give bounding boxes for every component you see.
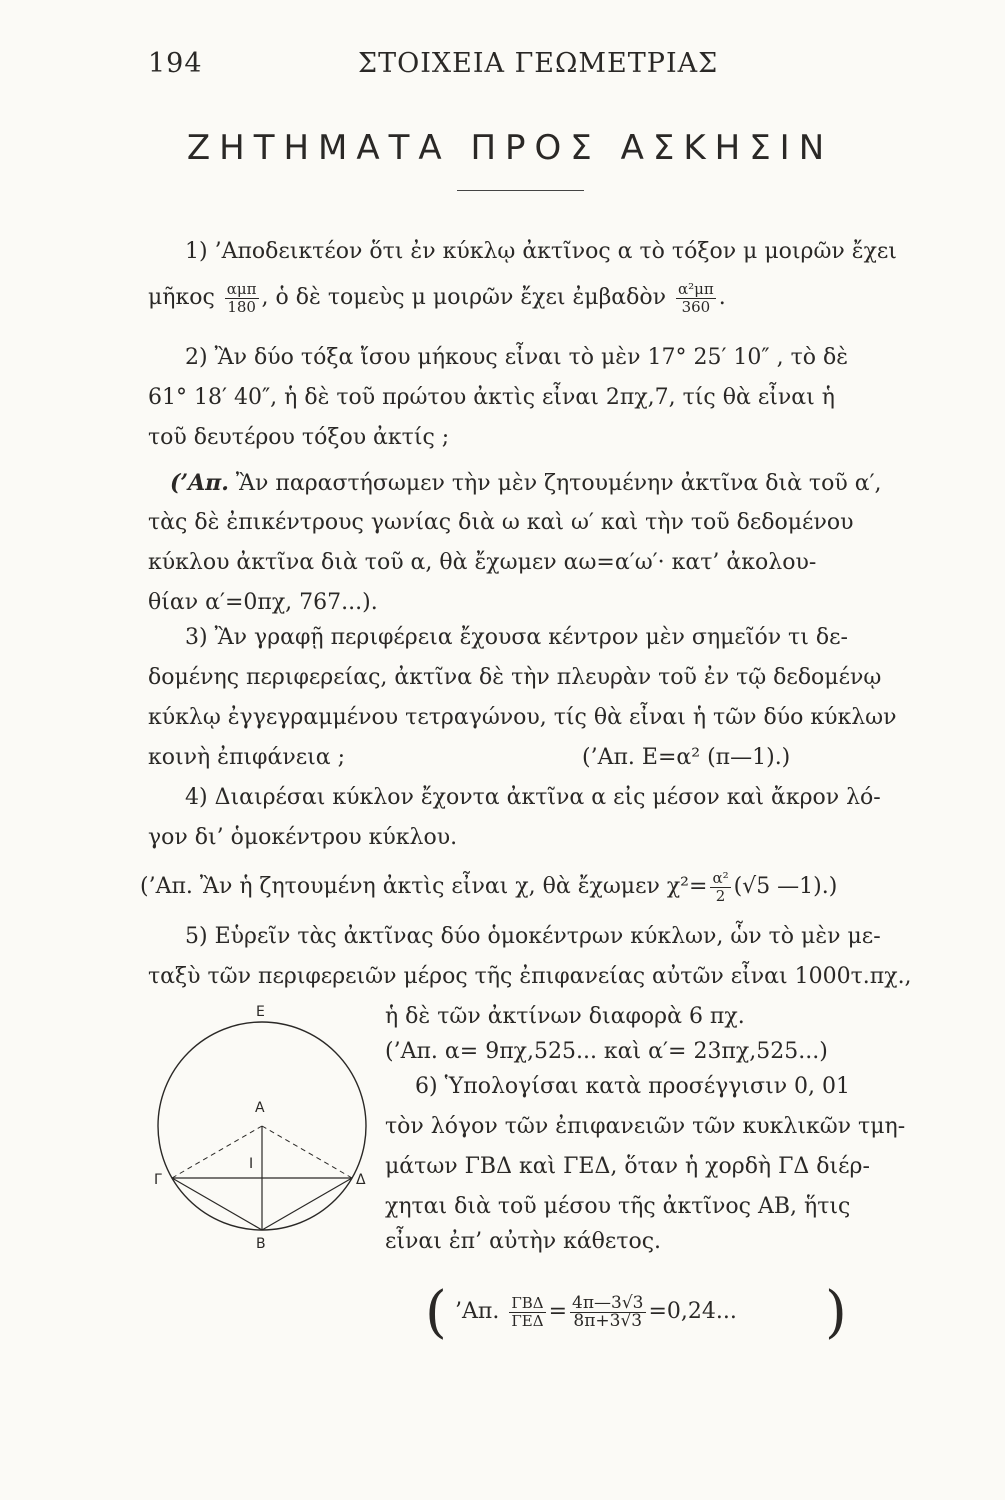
- fraction-den: 8π+3√3: [570, 1312, 645, 1330]
- exercise-2-answer-line-4: θίαν α′=0πχ, 767...).: [148, 590, 378, 615]
- exercise-5-answer: (’Απ. α= 9πχ,525... καὶ α′= 23πχ,525...): [385, 1039, 828, 1064]
- text-span: , ὁ δὲ τομεὺς μ μοιρῶν ἔχει ἐμβαδὸν: [261, 285, 667, 310]
- exercise-2-answer-line-2: τὰς δὲ ἐπικέντρους γωνίας διὰ ω καὶ ω′ καὶ τὴν τοῦ δεδομένου: [148, 510, 854, 535]
- exercise-2-line-2: 61° 18′ 40″, ἡ δὲ τοῦ πρώτου ἀκτὶς εἶναι 2πχ,7, τίς θὰ εἶναι ἡ: [148, 385, 835, 410]
- text-span: Ἂν παραστήσωμεν τὴν μὲν ζητουμένην ἀκτῖνα διὰ τοῦ α′,: [235, 471, 882, 496]
- label-g: Γ: [154, 1172, 162, 1188]
- page-number: 194: [148, 48, 203, 79]
- fraction-den: ΓΕΔ: [509, 1312, 545, 1330]
- fraction-num: 4π—3√3: [572, 1292, 644, 1313]
- answer-prefix: ’Απ.: [455, 1299, 500, 1324]
- exercise-4-answer: [140, 867, 837, 907]
- fraction-num: αμπ: [226, 279, 257, 298]
- exercise-3-line-3: κύκλῳ ἐγγεγραμμένου τετραγώνου, τίς θὰ εἶναι ἡ τῶν δύο κύκλων: [148, 705, 897, 730]
- answer-result: =0,24...: [648, 1299, 737, 1324]
- label-e: Ε: [256, 1004, 265, 1020]
- exercise-3-line-1: 3) Ἂν γραφῇ περιφέρεια ἔχουσα κέντρον μὲν σημεῖόν τι δε-: [185, 625, 848, 650]
- exercise-5-line-3: ἡ δὲ τῶν ἀκτίνων διαφορὰ 6 πχ.: [385, 1004, 745, 1029]
- text-span: (√5 —1).): [733, 874, 838, 899]
- exercise-3-answer: (’Απ. Ε=α² (π—1).): [582, 745, 791, 770]
- fraction-num: α²μπ: [678, 279, 714, 298]
- exercise-6-line-3: μάτων ΓΒΔ καὶ ΓΕΔ, ὅταν ἡ χορδὴ ΓΔ διέρ-: [385, 1154, 870, 1179]
- exercise-3-line-2: δομένης περιφερείας, ἀκτῖνα δὲ τὴν πλευρὰν τοῦ ἐν τῷ δεδομένῳ: [148, 665, 882, 690]
- fraction-num: ΓΒΔ: [511, 1293, 544, 1312]
- exercise-4-line-2: γον δι’ ὁμοκέντρου κύκλου.: [148, 825, 458, 850]
- answer-close-paren: ): [825, 1280, 847, 1345]
- exercise-2-answer-line-1: [170, 463, 882, 504]
- exercise-2-line-1: 2) Ἂν δύο τόξα ἴσου μήκους εἶναι τὸ μὲν 17° 25′ 10″ , τὸ δὲ: [185, 345, 849, 370]
- label-d: Δ: [356, 1172, 366, 1188]
- exercise-6-line-2: τὸν λόγον τῶν ἐπιφανειῶν τῶν κυκλικῶν τμη-: [385, 1114, 906, 1139]
- fraction-den: 180: [225, 298, 259, 316]
- title-rule: [457, 190, 584, 191]
- exercise-2-answer-line-3: κύκλου ἀκτῖνα διὰ τοῦ α, θὰ ἔχωμεν αω=α′ω′· κατ’ ἀκολου-: [148, 550, 817, 575]
- exercise-1-line-2: [148, 278, 726, 318]
- line-gb: [172, 1178, 262, 1230]
- exercise-4-line-1: 4) Διαιρέσαι κύκλον ἔχοντα ἀκτῖνα α εἰς μέσον καὶ ἄκρον λό-: [185, 785, 881, 810]
- circle-segment-figure: [148, 998, 388, 1248]
- sector-area-fraction: [676, 281, 716, 316]
- exercise-6-answer: ’Απ. $\frac{\text{ΓΒΔ}}{\text{ΓΕΔ}}$ = $\frac{4\pi—3√3}{8\pi+3√3}$ =0,24...: [455, 1292, 737, 1331]
- dashed-ad: [262, 1126, 352, 1178]
- running-title: ΣΤΟΙΧΕΙΑ ΓΕΩΜΕΤΡΙΑΣ: [358, 48, 719, 79]
- exercise-2-line-3: τοῦ δευτέρου τόξου ἀκτίς ;: [148, 425, 450, 450]
- exercise-5-line-1: 5) Εὑρεῖν τὰς ἀκτῖνας δύο ὁμοκέντρων κύκλων, ὧν τὸ μὲν με-: [185, 924, 881, 949]
- exercise-5-line-2: ταξὺ τῶν περιφερειῶν μέρος τῆς ἐπιφανείας αὐτῶν εἶναι 1000τ.πχ.,: [148, 964, 912, 989]
- label-b: Β: [256, 1236, 266, 1248]
- answer-prefix: (’Απ.: [170, 470, 229, 496]
- label-i: Ι: [249, 1156, 254, 1172]
- exercise-1-line-1: 1) ’Αποδεικτέον ὅτι ἐν κύκλῳ ἀκτῖνος α τὸ τόξον μ μοιρῶν ἔχει: [185, 239, 897, 264]
- answer-fraction: [710, 870, 730, 905]
- text-span: μῆκος: [148, 285, 215, 310]
- fraction-den: 360: [676, 298, 716, 316]
- section-title: ΖΗΤΗΜΑΤΑ ΠΡΟΣ ΑΣΚΗΣΙΝ: [186, 128, 834, 168]
- arc-length-fraction: [225, 281, 259, 316]
- label-a: Α: [255, 1100, 265, 1116]
- exercise-6-line-1: 6) Ὑπολογίσαι κατὰ προσέγγισιν 0, 01: [415, 1074, 851, 1099]
- text-span: (’Απ. Ἂν ἡ ζητουμένη ἀκτὶς εἶναι χ, θὰ ἔχωμεν χ²=: [140, 874, 708, 899]
- segment-ratio-fraction: [509, 1295, 545, 1330]
- value-fraction: [570, 1292, 645, 1331]
- fraction-den: 2: [710, 887, 730, 905]
- exercise-6-line-5: εἶναι ἐπ’ αὐτὴν κάθετος.: [385, 1229, 662, 1254]
- fraction-num: α²: [712, 868, 729, 887]
- answer-open-paren: (: [425, 1280, 447, 1345]
- text-span: .: [718, 285, 726, 310]
- running-header: [148, 48, 855, 88]
- exercise-6-line-4: χηται διὰ τοῦ μέσου τῆς ἀκτῖνος ΑΒ, ἥτις: [385, 1194, 851, 1219]
- exercise-3-line-4: κοινὴ ἐπιφάνεια ;: [148, 745, 345, 770]
- line-db: [262, 1178, 352, 1230]
